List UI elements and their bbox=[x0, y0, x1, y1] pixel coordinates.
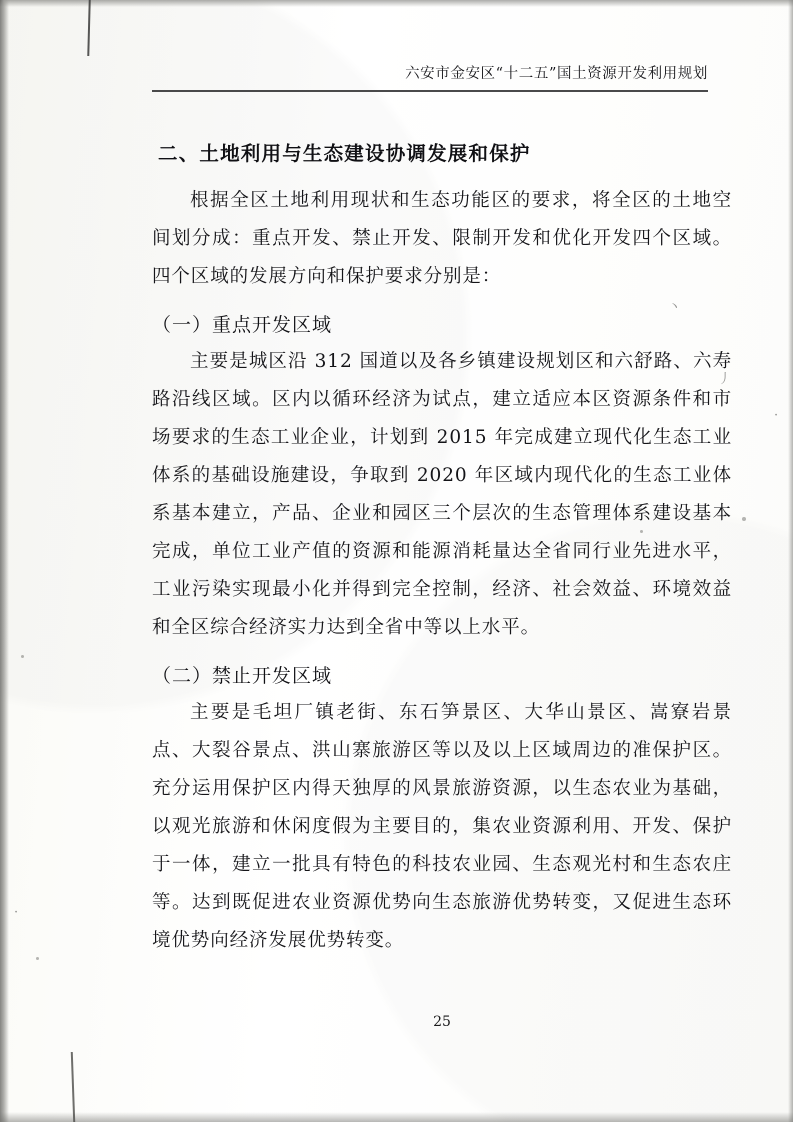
document-body bbox=[152, 130, 732, 1030]
page-number: 25 bbox=[433, 1014, 451, 1030]
scan-mark-top: 丶 bbox=[668, 300, 682, 315]
scan-mark-low: · bbox=[14, 905, 19, 920]
page-header bbox=[152, 62, 708, 92]
subsection-paragraph-2: 主要是毛坦厂镇老街、东石笋景区、大华山景区、嵩寮岩景点、大裂谷景点、洪山寨旅游区等以及以上区域周边的准保护区。充分运用保护区内得天独厚的风景旅游资源，以生态农业为基础，以观光旅游和休闲度假为主要目的，集农业资源利用、开发、保护于一体，建立一批具有特色的科技农业园、生态观光村和生态农庄等。达到既促进农业资源优势向生态旅游优势转变，又促进生态环境优势向经济发展优势转变。 bbox=[152, 702, 732, 951]
header-divider bbox=[152, 90, 708, 92]
scan-mark-mid: 丿 bbox=[718, 372, 732, 387]
section-heading: 二、土地利用与生态建设协调发展和保护 bbox=[158, 142, 531, 165]
scan-speck bbox=[21, 655, 24, 658]
scan-mark-side: · bbox=[774, 408, 779, 423]
binding-crease-top bbox=[87, 0, 90, 56]
scan-edge-top bbox=[0, 0, 793, 7]
scan-edge-left bbox=[0, 0, 9, 1122]
subsection-paragraph-1: 主要是城区沿 312 国道以及各乡镇建设规划区和六舒路、六寿路沿线区域。区内以循环经济为试点，建立适应本区资源条件和市场要求的生态工业企业，计划到 2015 年完成建立现代化生态工业体系的基础设施建设，争取到 2020 年区域内现代化的生态工业体系基本建立，产品、企业和园区三个层次的生态管理体系建设基本完成，单位工业产值的资源和能源消耗量达全省同行业先进水平，工业污染实现最小化并得到完全控制，经济、社会效益、环境效益和全区综合经济实力达到全省中等以上水平。 bbox=[152, 351, 732, 638]
intro-paragraph: 根据全区土地利用现状和生态功能区的要求，将全区的土地空间划分成：重点开发、禁止开发、限制开发和优化开发四个区域。四个区域的发展方向和保护要求分别是： bbox=[152, 190, 732, 287]
header-title: 六安市金安区“十二五”国土资源开发利用规划 bbox=[405, 66, 708, 82]
scan-edge-right bbox=[788, 0, 793, 1122]
scan-speck bbox=[36, 957, 39, 960]
subsection-heading-1: （一）重点开发区域 bbox=[152, 314, 333, 336]
scan-speck bbox=[742, 517, 746, 521]
scan-edge-bottom bbox=[0, 1112, 793, 1122]
subsection-heading-2: （二）禁止开发区域 bbox=[152, 665, 333, 687]
